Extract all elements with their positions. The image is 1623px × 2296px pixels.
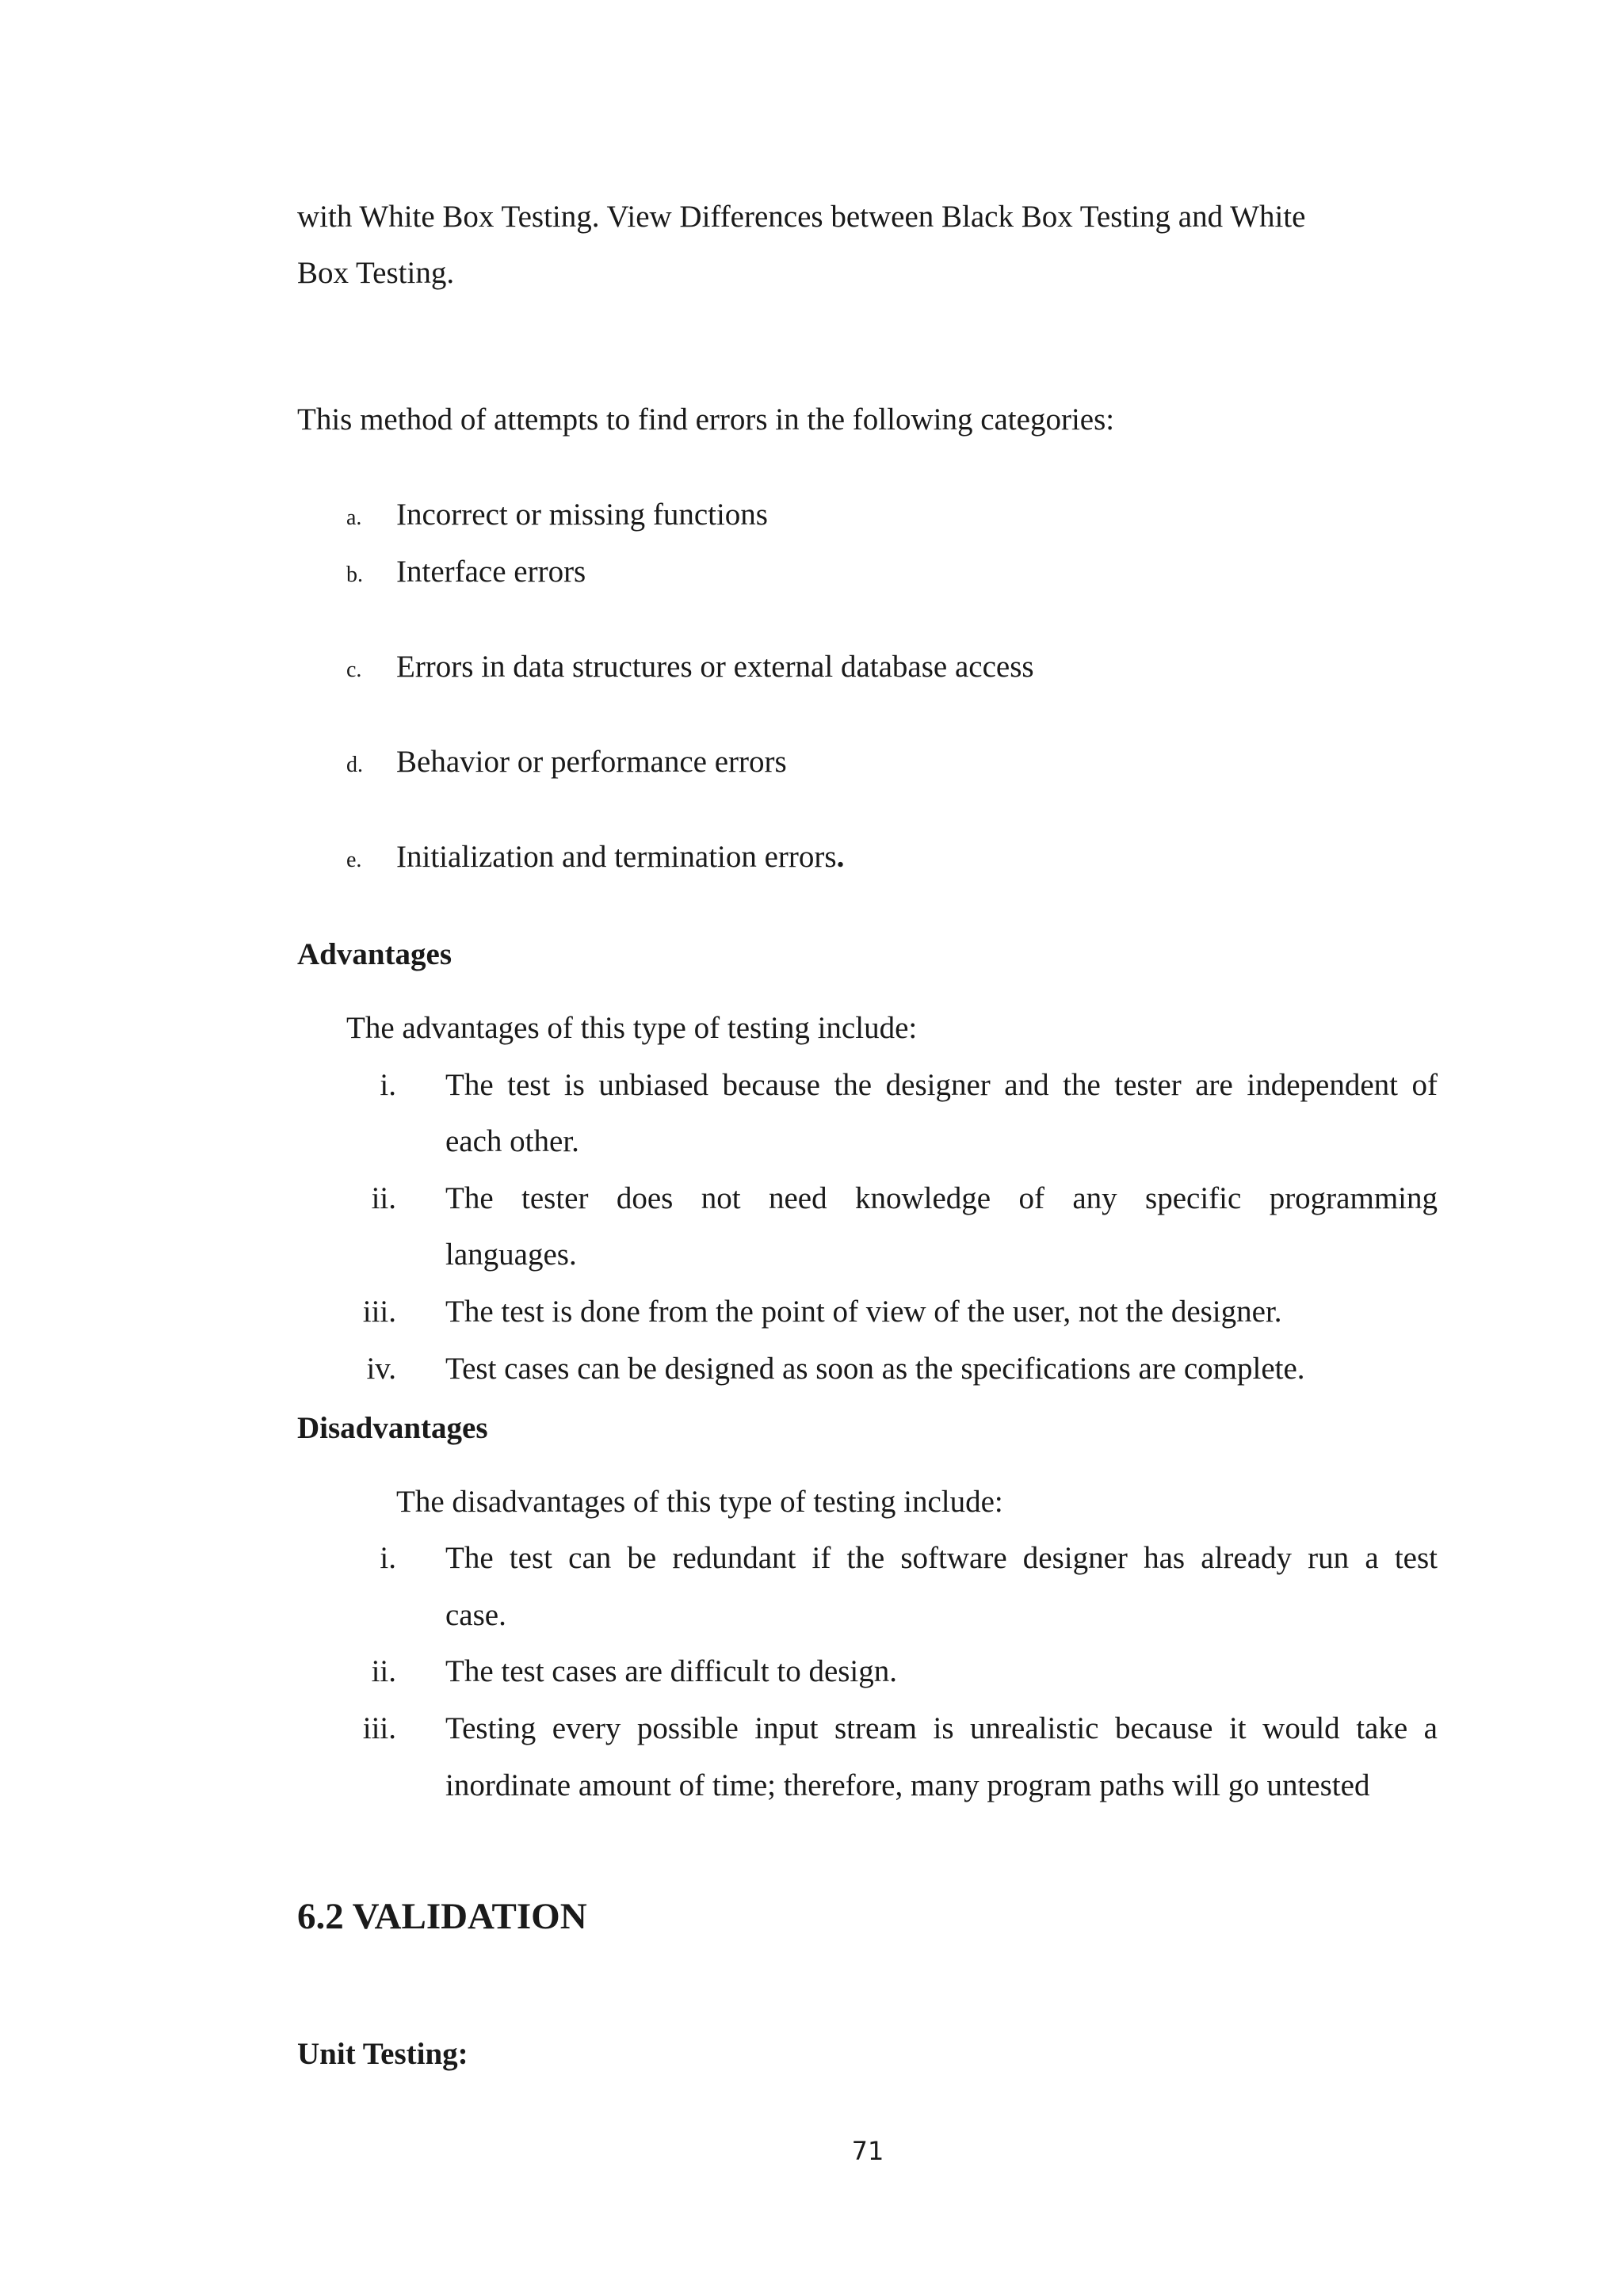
list-marker: c. [346, 658, 362, 682]
disadvantages-heading: Disadvantages [297, 1411, 488, 1445]
section-subheading: Unit Testing: [297, 2037, 468, 2071]
advantages-heading: Advantages [297, 937, 453, 971]
list-marker: ii. [371, 1654, 396, 1688]
list-marker: i. [380, 1068, 396, 1102]
list-item-label: Initialization and termination errors [396, 840, 837, 874]
list-marker: d. [346, 753, 363, 777]
list-item-text: The test is unbiased because the designer and the tester are independent of [445, 1068, 1438, 1102]
list-marker: a. [346, 505, 362, 530]
list-item-text-continued: case. [445, 1598, 506, 1632]
list-item-text: The test can be redundant if the software designer has already run a test [445, 1541, 1438, 1575]
list-item-text: The tester does not need knowledge of any specific programming [445, 1181, 1438, 1215]
list-marker: iv. [366, 1352, 396, 1386]
list-item-text [396, 841, 844, 872]
page-number: 71 [851, 2136, 884, 2166]
list-item-text-continued: inordinate amount of time; therefore, many program paths will go untested [445, 1768, 1370, 1802]
list-item-text: The test cases are difficult to design. [445, 1654, 898, 1688]
list-item-text: Testing every possible input stream is unrealistic because it would take a [445, 1711, 1438, 1745]
list-item-text: Interface errors [396, 555, 586, 589]
list-item-text-continued: each other. [445, 1124, 579, 1158]
intro-line-2: Box Testing. [297, 256, 455, 290]
list-item-period: . [836, 840, 845, 874]
list-marker: iii. [362, 1711, 396, 1745]
disadvantages-intro: The disadvantages of this type of testing include: [396, 1485, 1003, 1519]
intro-line-1: with White Box Testing. View Differences between Black Box Testing and White [297, 200, 1306, 234]
list-marker: iii. [362, 1295, 396, 1329]
list-marker: i. [380, 1541, 396, 1575]
list-marker: b. [346, 563, 363, 587]
list-item-text: Incorrect or missing functions [396, 498, 768, 532]
list-item-text: The test is done from the point of view of the user, not the designer. [445, 1295, 1282, 1329]
list-item-text-continued: languages. [445, 1238, 577, 1272]
list-item-text: Errors in data structures or external database access [396, 650, 1034, 684]
categories-intro: This method of attempts to find errors in the following categories: [297, 402, 1115, 437]
list-item-text: Test cases can be designed as soon as the specifications are complete. [445, 1352, 1305, 1386]
advantages-intro: The advantages of this type of testing include: [346, 1011, 918, 1045]
list-marker: e. [346, 848, 362, 872]
list-marker: ii. [371, 1181, 396, 1215]
list-item-text: Behavior or performance errors [396, 745, 787, 779]
section-title: 6.2 VALIDATION [297, 1896, 587, 1937]
